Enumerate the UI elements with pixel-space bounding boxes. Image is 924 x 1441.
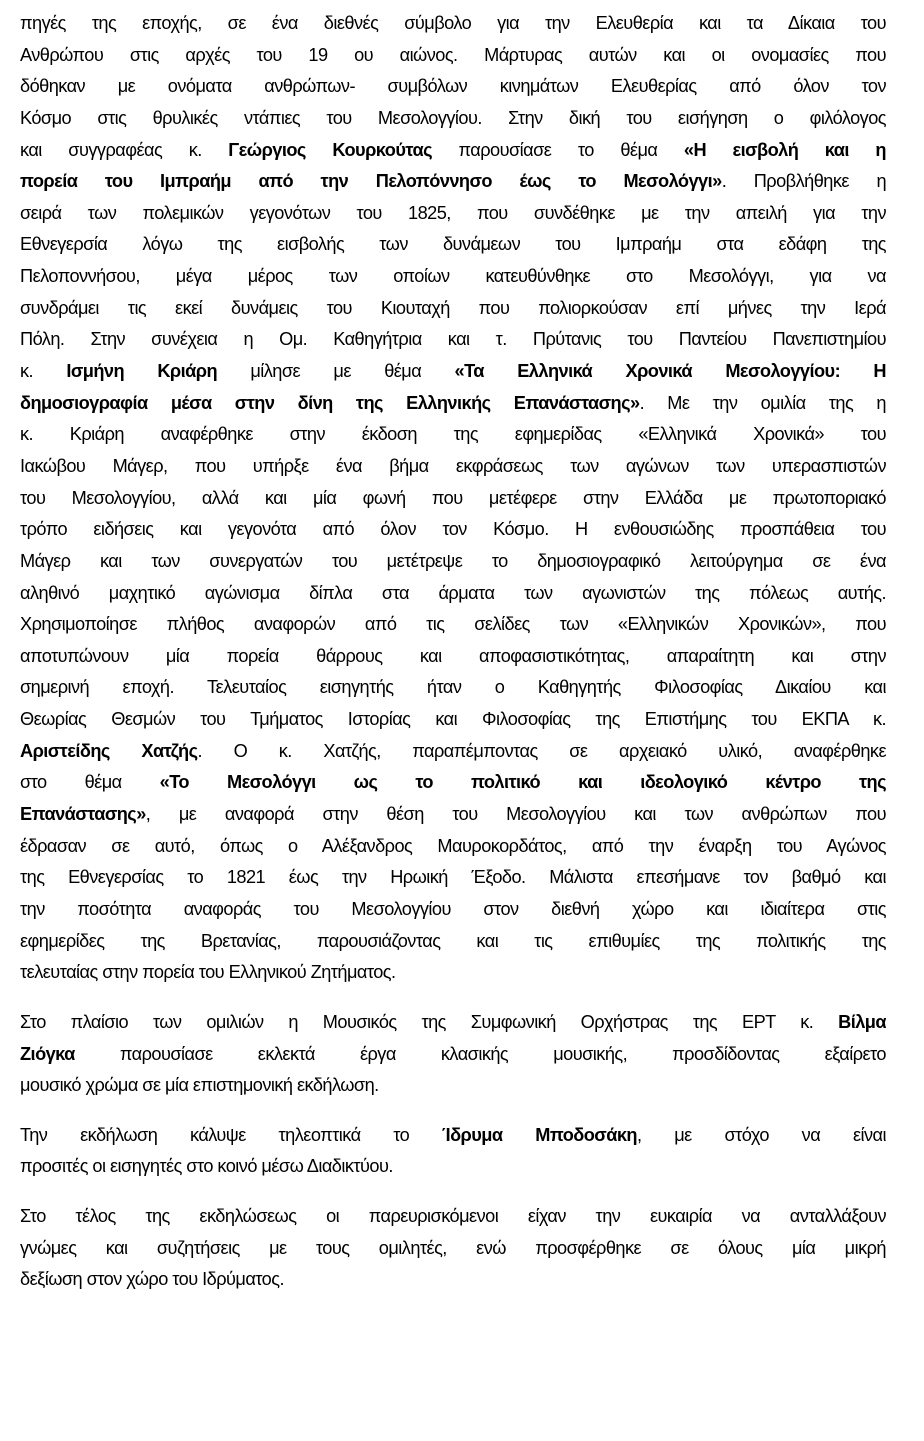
text-segment: Την εκδήλωση κάλυψε τηλεοπτικά το (20, 1124, 442, 1145)
text-line (20, 8, 886, 40)
text-line (20, 894, 886, 926)
text-line (20, 672, 886, 704)
text-segment: σημερινή εποχή. Τελευταίος εισηγητής ήταν ο Καθηγητής Φιλοσοφίας Δικαίου και (20, 677, 886, 698)
text-segment: σειρά των πολεμικών γεγονότων του 1825, που συνδέθηκε με την απειλή για την (20, 202, 886, 223)
text-line (20, 451, 886, 483)
text-line (20, 356, 886, 388)
text-line (20, 388, 886, 420)
text-line (20, 40, 886, 72)
text-segment: γνώμες και συζητήσεις με τους ομιλητές, ενώ προσφέρθηκε σε όλους μία μικρή (20, 1237, 886, 1258)
paragraph-closing (20, 1201, 886, 1296)
text-segment: Θεωρίας Θεσμών του Τμήματος Ιστορίας και Φιλοσοφίας της Επιστήμης του ΕΚΠΑ κ. (20, 709, 886, 730)
bold-text-segment: «Η εισβολή και η (683, 139, 886, 160)
text-line (20, 1120, 886, 1152)
text-segment: τελευταίας στην πορεία του Ελληνικού Ζητήματος. (20, 962, 396, 983)
text-line (20, 1201, 886, 1233)
bold-text-segment: Επανάστασης» (20, 804, 146, 825)
bold-text-segment: Ίδρυμα Μποδοσάκη (442, 1124, 637, 1145)
text-line (20, 736, 886, 768)
text-line (20, 261, 886, 293)
text-segment: Ιακώβου Μάγερ, που υπήρξε ένα βήμα εκφράσεως των αγώνων των υπερασπιστών (20, 455, 886, 476)
bold-text-segment: Ζιόγκα (20, 1043, 75, 1064)
text-segment: και συγγραφέας κ. (20, 139, 229, 160)
text-line (20, 831, 886, 863)
text-segment: Στο πλαίσιο των ομιλιών η Μουσικός της Συμφωνική Ορχήστρας της ΕΡΤ κ. (20, 1011, 839, 1032)
text-segment: εφημερίδες της Βρετανίας, παρουσιάζοντας και τις επιθυμίες της πολιτικής της (20, 930, 886, 951)
text-segment: παρουσίασε εκλεκτά έργα κλασικής μουσικής, προσδίδοντας εξαίρετο (74, 1043, 886, 1064)
text-segment: . Με την ομιλία της η (639, 392, 886, 413)
text-segment: αποτυπώνουν μία πορεία θάρρους και αποφασιστικότητας, απαραίτητη και στην (20, 645, 886, 666)
paragraph-music (20, 1007, 886, 1102)
text-segment: μίλησε με θέμα (217, 361, 455, 382)
bold-text-segment: πορεία του Ιμπραήμ από την Πελοπόννησο έως το Μεσολόγγι» (20, 171, 722, 192)
text-segment: μουσικό χρώμα σε μία επιστημονική εκδήλωση. (20, 1075, 379, 1096)
bold-text-segment: «Το Μεσολόγγι ως το πολιτικό και ιδεολογικό κέντρο της (159, 772, 886, 793)
text-line (20, 926, 886, 958)
text-line (20, 578, 886, 610)
text-segment: . Προβλήθηκε η (721, 171, 886, 192)
paragraph-spacer (20, 989, 886, 1007)
text-segment: πηγές της εποχής, σε ένα διεθνές σύμβολο για την Ελευθερία και τα Δίκαια του (20, 13, 886, 33)
text-line (20, 166, 886, 198)
text-segment: έδρασαν σε αυτό, όπως ο Αλέξανδρος Μαυροκορδάτος, από την έναρξη του Αγώνος (20, 835, 886, 856)
text-line (20, 514, 886, 546)
text-line (20, 1151, 886, 1183)
text-line (20, 293, 886, 325)
text-segment: Μάγερ και των συνεργατών του μετέτρεψε το δημοσιογραφικό λειτούργημα σε ένα (20, 550, 886, 571)
text-line (20, 71, 886, 103)
text-segment: κ. Κριάρη αναφέρθηκε στην έκδοση της εφημερίδας «Ελληνικά Χρονικά» του (20, 424, 886, 445)
text-line (20, 1007, 886, 1039)
text-segment: . Ο κ. Χατζής, παραπέμποντας σε αρχειακό υλικό, αναφέρθηκε (197, 740, 886, 761)
text-line (20, 198, 886, 230)
text-segment: Χρησιμοποίησε πλήθος αναφορών από τις σελίδες των «Ελληνικών Χρονικών», που (20, 614, 886, 635)
text-segment: δόθηκαν με ονόματα ανθρώπων- συμβόλων κινημάτων Ελευθερίας από όλον τον (20, 76, 886, 97)
text-line (20, 419, 886, 451)
text-segment: του Μεσολογγίου, αλλά και μία φωνή που μετέφερε στην Ελλάδα με πρωτοποριακό (20, 487, 886, 508)
text-line (20, 799, 886, 831)
bold-text-segment: «Τα Ελληνικά Χρονικά Μεσολογγίου: Η (454, 361, 886, 382)
text-line (20, 609, 886, 641)
paragraph-speakers (20, 8, 886, 989)
text-line (20, 704, 886, 736)
text-segment: κ. (20, 361, 67, 382)
bold-text-segment: Αριστείδης Χατζής (20, 740, 198, 761)
text-segment: Πελοποννήσου, μέγα μέρος των οποίων κατευθύνθηκε στο Μεσολόγγι, για να (20, 266, 886, 287)
text-segment: την ποσότητα αναφοράς του Μεσολογγίου στον διεθνή χώρο και ιδιαίτερα στις (20, 898, 886, 919)
text-segment: Κόσμο στις θρυλικές ντάπιες του Μεσολογγίου. Στην δική του εισήγηση ο φιλόλογος (20, 107, 886, 128)
text-segment: Πόλη. Στην συνέχεια η Ομ. Καθηγήτρια και τ. Πρύτανις του Παντείου Πανεπιστημίου (20, 329, 886, 350)
text-line (20, 135, 886, 167)
text-segment: Εθνεγερσία λόγω της εισβολής των δυνάμεων του Ιμπραήμ στα εδάφη της (20, 234, 886, 255)
text-line (20, 641, 886, 673)
text-segment: αληθινό μαχητικό αγώνισμα δίπλα στα άρματα των αγωνιστών της πόλεως αυτής. (20, 582, 886, 603)
text-segment: παρουσίασε το θέμα (431, 139, 684, 160)
bold-text-segment: Γεώργιος Κουρκούτας (228, 139, 432, 160)
text-line (20, 483, 886, 515)
paragraph-spacer (20, 1183, 886, 1201)
bold-text-segment: Βίλμα (838, 1011, 886, 1032)
text-line (20, 1264, 886, 1296)
paragraph-spacer (20, 1102, 886, 1120)
text-line (20, 957, 886, 989)
text-line (20, 1039, 886, 1071)
text-segment: Στο τέλος της εκδηλώσεως οι παρευρισκόμενοι είχαν την ευκαιρία να ανταλλάξουν (20, 1206, 886, 1227)
paragraph-broadcast (20, 1120, 886, 1183)
document-page (20, 8, 886, 1296)
bold-text-segment: Ισμήνη Κριάρη (66, 361, 218, 382)
text-segment: στο θέμα (20, 772, 160, 793)
text-segment: δεξίωση στον χώρο του Ιδρύματος. (20, 1269, 284, 1290)
text-line (20, 862, 886, 894)
bold-text-segment: δημοσιογραφία μέσα στην δίνη της Ελληνικής Επανάστασης» (20, 392, 640, 413)
text-line (20, 229, 886, 261)
text-line (20, 1070, 886, 1102)
text-segment: συνδράμει τις εκεί δυνάμεις του Κιουταχή που πολιορκούσαν επί μήνες την Ιερά (20, 297, 886, 318)
text-line (20, 103, 886, 135)
text-segment: Ανθρώπου στις αρχές του 19 ου αιώνος. Μάρτυρας αυτών και οι ονομασίες που (20, 44, 886, 65)
text-line (20, 767, 886, 799)
text-segment: , με αναφορά στην θέση του Μεσολογγίου και των ανθρώπων που (145, 804, 886, 825)
text-line (20, 1233, 886, 1265)
text-line (20, 324, 886, 356)
text-line (20, 546, 886, 578)
text-segment: , με στόχο να είναι (636, 1124, 886, 1145)
text-segment: της Εθνεγερσίας το 1821 έως την Ηρωική Έξοδο. Μάλιστα επεσήμανε τον βαθμό και (20, 867, 886, 888)
text-segment: προσιτές οι εισηγητές στο κοινό μέσω Διαδικτύου. (20, 1156, 393, 1177)
text-segment: τρόπο ειδήσεις και γεγονότα από όλον τον Κόσμο. Η ενθουσιώδης προσπάθεια του (20, 519, 886, 540)
